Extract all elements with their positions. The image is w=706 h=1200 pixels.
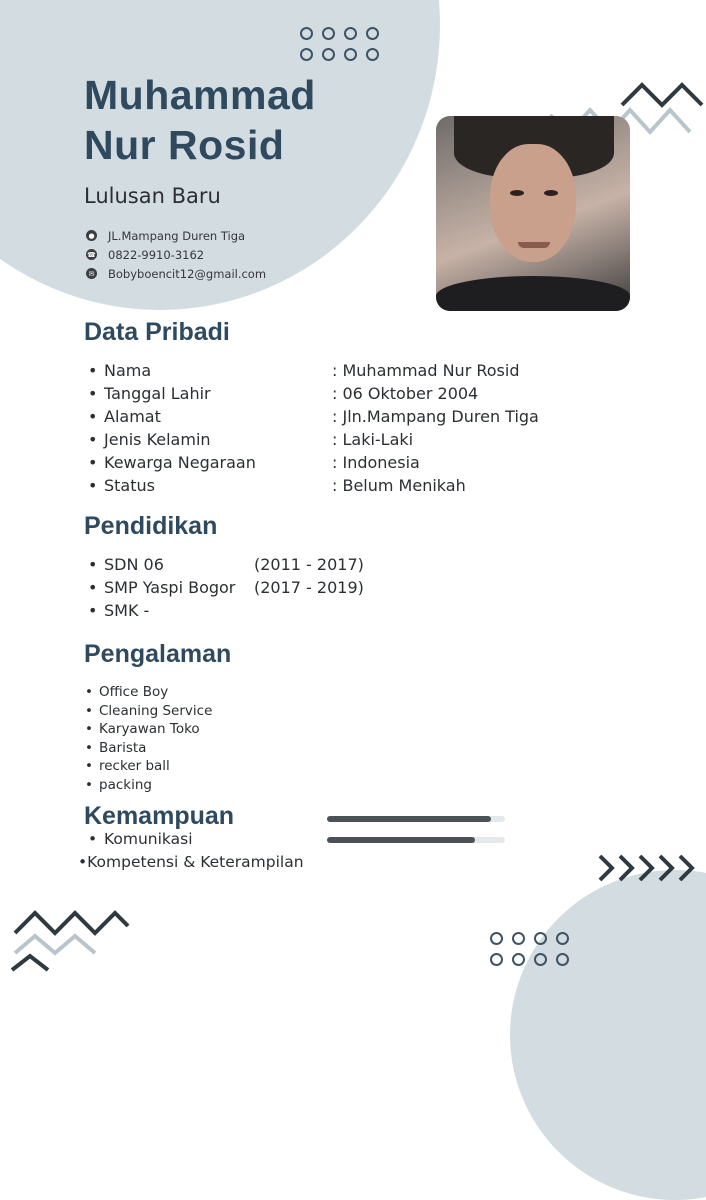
phone-icon: ☎	[87, 250, 96, 259]
skill-bar-fill	[327, 816, 491, 822]
name-line-1: Muhammad	[84, 72, 316, 118]
contact-address	[86, 226, 266, 245]
skill-bar-competence	[327, 837, 505, 843]
list-item: • Office Boy	[83, 683, 212, 702]
field-value: : Muhammad Nur Rosid	[332, 361, 520, 380]
skill-bar-fill	[327, 837, 475, 843]
skill-label-communication: • Komunikasi	[86, 830, 193, 848]
field-value: : 06 Oktober 2004	[332, 384, 479, 403]
school-years: (2017 - 2019)	[254, 578, 364, 597]
list-item: • Barista	[83, 739, 212, 758]
list-item	[86, 359, 539, 382]
section-title-personal: Data Pribadi	[84, 318, 230, 346]
field-value: : Indonesia	[332, 453, 420, 472]
chevrons-decoration	[598, 852, 702, 884]
field-label: Kewarga Negaraan	[104, 453, 256, 472]
email-text: Bobyboencit12@gmail.com	[108, 266, 267, 281]
personal-data-list	[86, 359, 539, 497]
list-item	[86, 428, 539, 451]
list-item	[86, 474, 539, 497]
list-item: • Karyawan Toko	[83, 720, 212, 739]
list-item: • recker ball	[83, 757, 212, 776]
list-item: • Cleaning Service	[83, 702, 212, 721]
name-line-2: Nur Rosid	[84, 122, 285, 168]
skill-label-competence: •Kompetensi & Keterampilan	[78, 853, 304, 871]
field-value: : Belum Menikah	[332, 476, 466, 495]
address-text: JL.Mampang Duren Tiga	[108, 228, 246, 243]
field-label: Status	[104, 476, 155, 495]
profile-photo	[436, 116, 630, 311]
email-icon: ✉	[86, 268, 97, 279]
background-circle-bottom	[510, 870, 706, 1200]
list-item	[86, 405, 539, 428]
field-value: : Jln.Mampang Duren Tiga	[332, 407, 539, 426]
field-label: Jenis Kelamin	[104, 430, 211, 449]
contact-list	[86, 226, 266, 283]
school-name: SDN 06	[104, 555, 164, 574]
dot-grid-top	[300, 27, 378, 61]
job-title: Lulusan Baru	[84, 184, 221, 208]
list-item	[86, 599, 364, 622]
section-title-skills: Kemampuan	[84, 802, 235, 830]
school-name: SMK -	[104, 601, 150, 620]
phone-text: 0822-9910-3162	[108, 247, 205, 262]
contact-email	[86, 264, 266, 283]
list-item	[86, 553, 364, 576]
list-item	[86, 382, 539, 405]
contact-phone	[86, 245, 266, 264]
location-icon: ●	[86, 230, 97, 241]
skill-bar-communication	[327, 816, 505, 822]
list-item	[86, 576, 364, 599]
school-name: SMP Yaspi Bogor	[104, 578, 236, 597]
school-years: (2011 - 2017)	[254, 555, 364, 574]
experience-list	[83, 683, 212, 795]
list-item	[86, 451, 539, 474]
full-name	[84, 70, 316, 170]
field-label: Alamat	[104, 407, 161, 426]
list-item: • packing	[83, 776, 212, 795]
field-label: Tanggal Lahir	[104, 384, 211, 403]
field-value: : Laki-Laki	[332, 430, 414, 449]
dot-grid-bottom	[490, 932, 568, 966]
section-title-education: Pendidikan	[84, 512, 218, 540]
field-label: Nama	[104, 361, 152, 380]
education-list	[86, 553, 364, 622]
zigzag-decoration-bottom	[10, 908, 130, 980]
section-title-experience: Pengalaman	[84, 640, 232, 668]
